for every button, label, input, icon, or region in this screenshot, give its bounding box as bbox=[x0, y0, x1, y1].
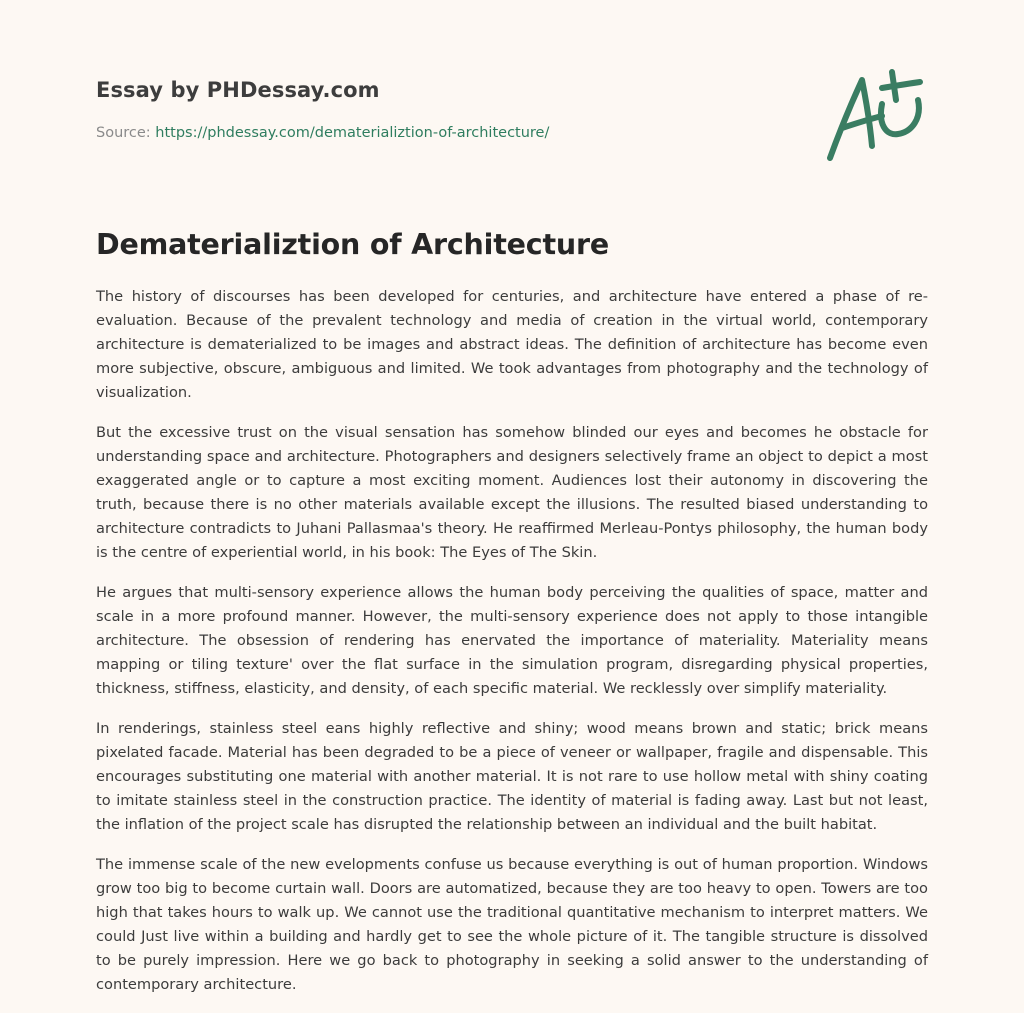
essay-title: Dematerializtion of Architecture bbox=[96, 228, 609, 261]
a-plus-logo-icon bbox=[820, 66, 930, 166]
essay-paragraph: The immense scale of the new evelopments confuse us because everything is out of human proportion. Windows grow too big to become curtain wall. Doors are automatized, because they are too heavy to open. Towers are too high that takes hours to walk up. We cannot use the traditional quantitative mechanism to interpret matters. We could Just live within a building and hardly get to see the whole picture of it. The tangible structure is dissolved to be purely impression. Here we go back to photography in seeking a solid answer to the understanding of contemporary architecture. bbox=[96, 856, 928, 993]
essay-paragraph: But the excessive trust on the visual sensation has somehow blinded our eyes and becomes he obstacle for understanding space and architecture. Photographers and designers selectively frame an object to depict a most exaggerated angle or to capture a most exciting moment. Audiences lost their autonomy in discovering the truth, because there is no other materials available except the illusions. The resulted biased understanding to architecture contradicts to Juhani Pallasmaa's theory. He reaffirmed Merleau-Pontys philosophy, the human body is the centre of experiential world, in his book: The Eyes of The Skin. bbox=[96, 424, 928, 561]
page-header bbox=[96, 76, 816, 143]
essay-body bbox=[96, 285, 928, 1013]
essay-paragraph: He argues that multi-sensory experience allows the human body perceiving the qualities of space, matter and scale in a more profound manner. However, the multi-sensory experience does not apply to those intangible architecture. The obsession of rendering has enervated the importance of materiality. Materiality means mapping or tiling texture' over the flat surface in the simulation program, disregarding physical properties, thickness, stiffness, elasticity, and density, of each specific material. We recklessly over simplify materiality. bbox=[96, 584, 928, 697]
site-title: Essay by PHDessay.com bbox=[96, 78, 380, 102]
source-link[interactable]: https://phdessay.com/dematerializtion-of-architecture/ bbox=[155, 125, 550, 141]
source-label: Source: bbox=[96, 125, 151, 141]
essay-paragraph: The history of discourses has been developed for centuries, and architecture have entered a phase of re-evaluation. Because of the prevalent technology and media of creation in the virtual world, contemporary architecture is dematerialized to be images and abstract ideas. The definition of architecture has become even more subjective, obscure, ambiguous and limited. We took advantages from photography and the technology of visualization. bbox=[96, 288, 928, 401]
source-line bbox=[96, 123, 816, 143]
essay-paragraph: In renderings, stainless steel eans highly reflective and shiny; wood means brown and static; brick means pixelated facade. Material has been degraded to be a piece of veneer or wallpaper, fragile and dispensable. This encourages substituting one material with another material. It is not rare to use hollow metal with shiny coating to imitate stainless steel in the construction practice. The identity of material is fading away. Last but not least, the inflation of the project scale has disrupted the relationship between an individual and the built habitat. bbox=[96, 720, 928, 833]
